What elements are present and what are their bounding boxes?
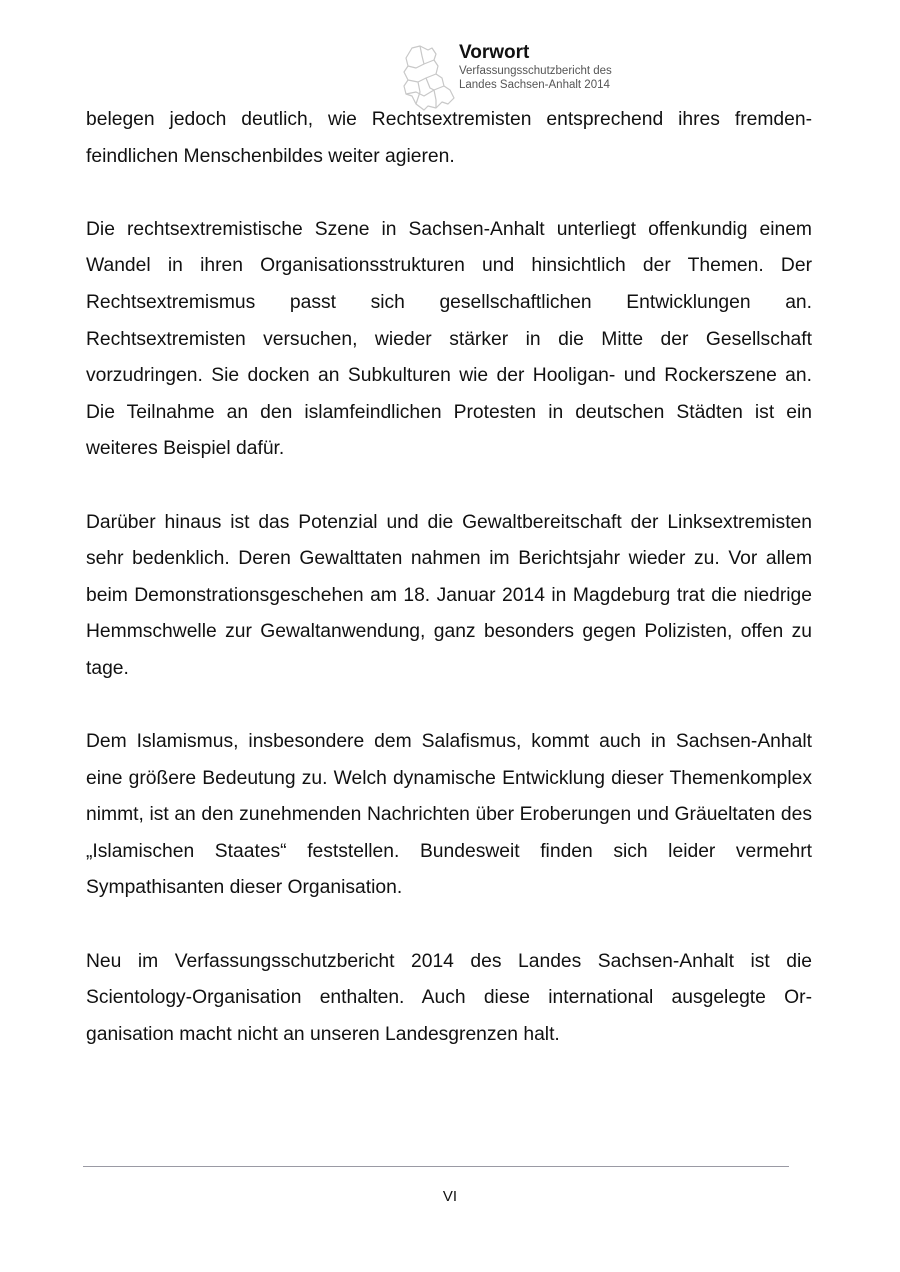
header-text [459,42,612,92]
page-number: VI [442,1188,458,1205]
paragraph-3: Darüber hinaus ist das Potenzial und die Gewaltbereitschaft der Linksextremisten sehr bedenklich. Deren Gewalttaten nahmen im Berichtsjahr wieder zu. Vor allem beim Demonstrationsgeschehen am 18. Januar 2014 in Magdeburg trat die niedrige Hemmschwelle zur Gewaltanwendung, ganz besonders gegen Polizisten, offen zu tage. [86,511,812,679]
paragraph-1: belegen jedoch deutlich, wie Rechtsextremisten entsprechend ihres fremdenfeindlichen Menschenbildes weiter agieren. [86,109,812,167]
paragraph-4: Dem Islamismus, insbesondere dem Salafismus, kommt auch in Sachsen-Anhalt eine größere Bedeutung zu. Welch dynamische Entwicklung dieser Themenkomplex nimmt, ist an den zunehmenden Nachrichten über Eroberungen und Gräueltaten des „Islamischen Staates“ feststellen. Bundesweit finden sich leider vermehrt Sympathisanten dieser Organisation. [86,731,812,899]
paragraph-2: Die rechtsextremistische Szene in Sachsen-Anhalt unterliegt offenkundig einem Wandel in ihren Organisationsstrukturen und hinsichtlich der Themen. Der Rechtsextremismus passt sich gesellschaftlichen Entwicklungen an. Rechtsextremisten versuchen, wieder stärker in die Mitte der Gesellschaft vorzudringen. Sie docken an Subkulturen wie der Hooligan- und Rockerszene an. Die Teilnahme an den islamfeindlichen Protesten in deutschen Städten ist ein weiteres Beispiel dafür. [86,218,812,460]
footer-divider [83,1166,789,1167]
header-title: Vorwort [459,42,530,63]
paragraph-5: Neu im Verfassungsschutzbericht 2014 des Landes Sachsen-Anhalt ist die Scientology-Organisation enthalten. Auch diese international ausgelegte Organisation macht nicht an unseren Landesgrenzen halt. [86,950,812,1045]
body-text [86,102,812,1090]
header-subtitle-line2: Landes Sachsen-Anhalt 2014 [459,79,610,91]
header-subtitle-line1: Verfassungsschutzbericht des [459,65,612,77]
